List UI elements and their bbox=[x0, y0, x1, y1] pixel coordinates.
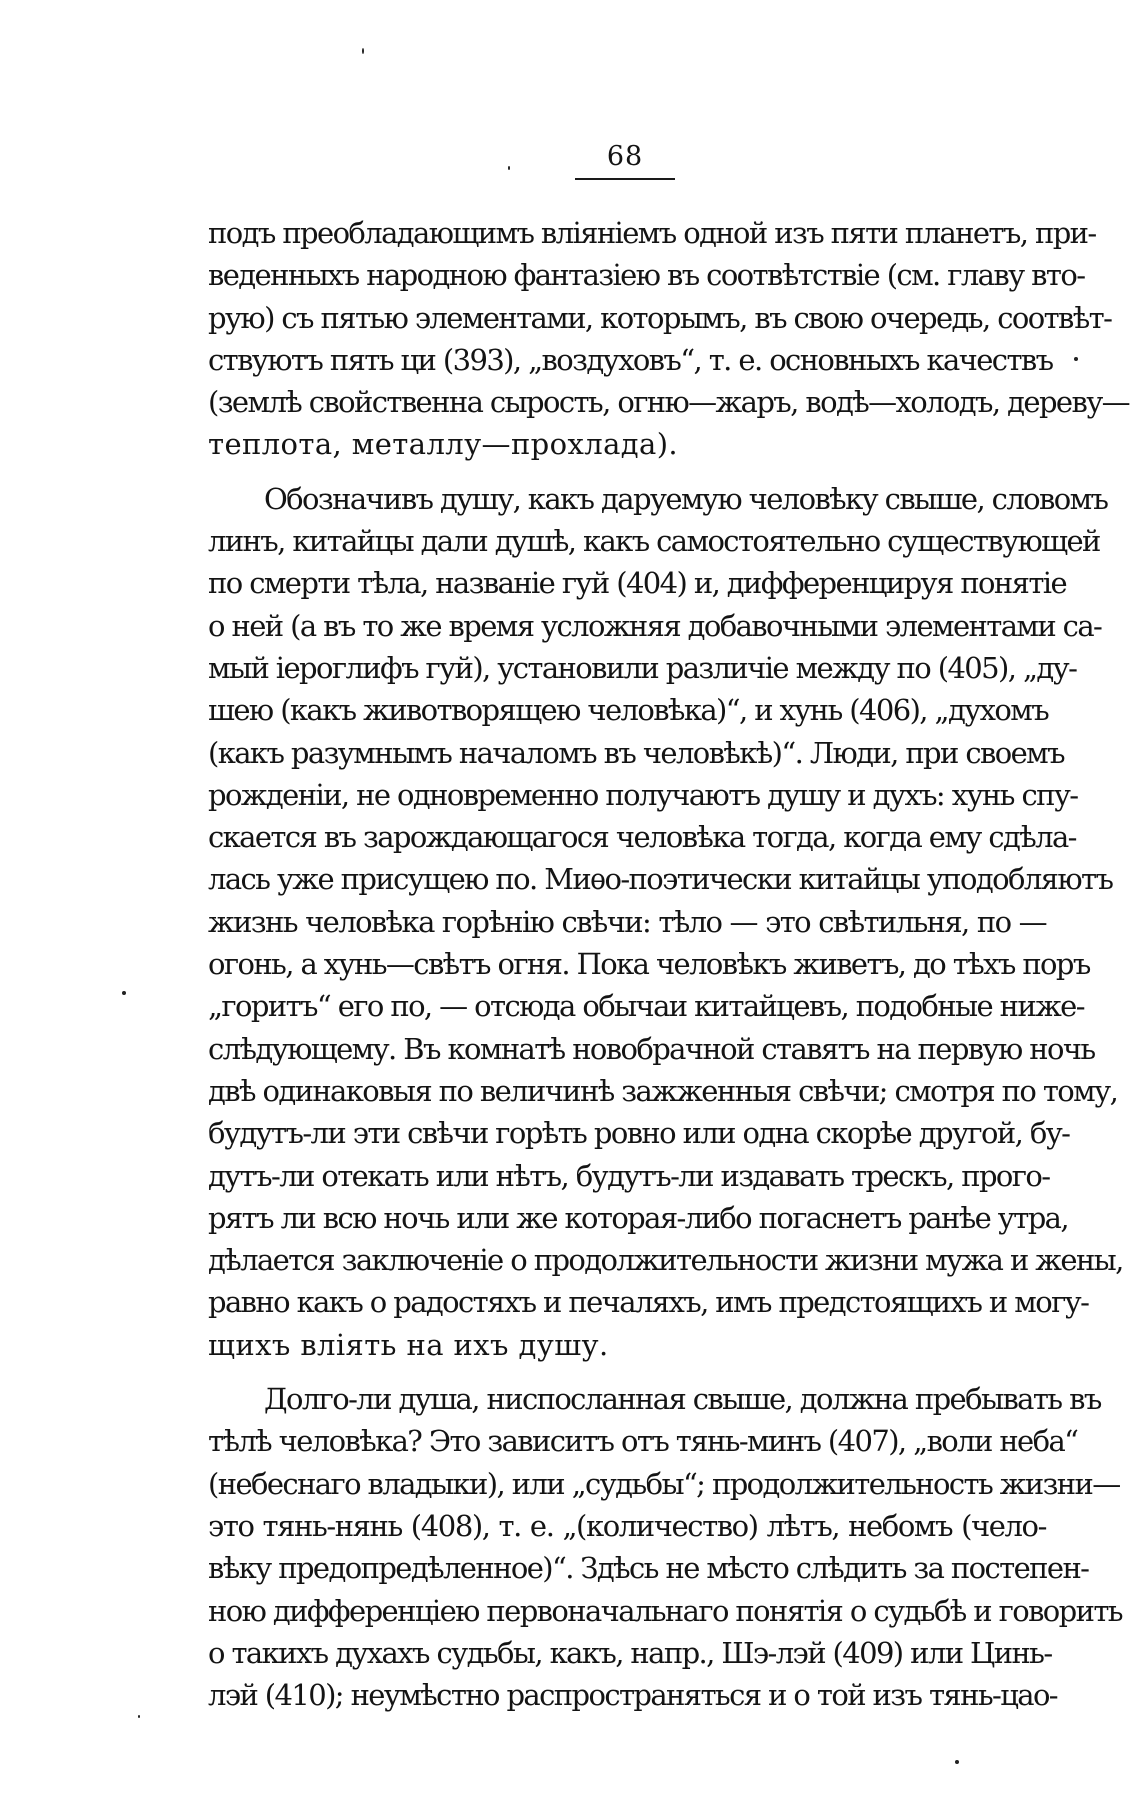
page-header bbox=[575, 140, 675, 180]
paragraph bbox=[208, 212, 1130, 466]
text-line: это тянь-нянь (408), т. е. „(количество) лѣтъ, небомъ (чело- bbox=[208, 1508, 1046, 1543]
text-line: слѣдующему. Въ комнатѣ новобрачной ставятъ на первую ночь bbox=[208, 1031, 1095, 1066]
text-line: лэй (410); неумѣстно распространяться и о той изъ тянь-цао- bbox=[208, 1678, 1058, 1713]
paragraph-gap bbox=[208, 1366, 1046, 1378]
text-line: веденныхъ народною фантазіею въ соотвѣтствіе (см. главу вто- bbox=[208, 258, 1085, 293]
text-line: огонь, а хунь—свѣтъ огня. Пока человѣкъ живетъ, до тѣхъ поръ bbox=[208, 947, 1090, 982]
text-line: щихъ вліять на ихъ душу. bbox=[208, 1327, 609, 1362]
text-line: ною дифференціею первоначальнаго понятія о судьбѣ и говорить bbox=[208, 1593, 1122, 1628]
text-line: рую) съ пятью элементами, которымъ, въ свою очередь, соотвѣт- bbox=[208, 300, 1112, 335]
header-rule bbox=[575, 178, 675, 180]
text-line: (землѣ свойственна сырость, огню—жаръ, водѣ—холодъ, дереву— bbox=[208, 385, 1130, 420]
text-line: вѣку предопредѣленное)“. Здѣсь не мѣсто слѣдить за постепен- bbox=[208, 1551, 1089, 1586]
body-text bbox=[208, 212, 1130, 1716]
text-line: (небеснаго владыки), или „судьбы“; продолжительность жизни— bbox=[208, 1466, 1120, 1501]
scan-speck bbox=[955, 1760, 959, 1764]
paragraph bbox=[208, 1378, 1122, 1716]
text-line: рятъ ли всю ночь или же которая-либо погаснетъ ранѣе утра, bbox=[208, 1200, 1068, 1235]
text-line: Долго-ли душа, ниспосланная свыше, должна пребывать въ bbox=[264, 1382, 1101, 1417]
scan-speck bbox=[138, 1715, 140, 1718]
scan-speck bbox=[1074, 357, 1078, 361]
text-line: о такихъ духахъ судьбы, какъ, напр., Шэ-лэй (409) или Цинь- bbox=[208, 1635, 1052, 1670]
text-line: лась уже присущею по. Миѳо-поэтически китайцы уподобляютъ bbox=[208, 862, 1113, 897]
text-line: скается въ зарождающагося человѣка тогда, когда ему сдѣла- bbox=[208, 820, 1076, 855]
text-line: жизнь человѣка горѣнію свѣчи: тѣло — это свѣтильня, по — bbox=[208, 904, 1046, 939]
text-line: подъ преобладающимъ вліяніемъ одной изъ пяти планетъ, при- bbox=[208, 216, 1096, 250]
scan-speck bbox=[362, 48, 364, 54]
text-line: тѣлѣ человѣка? Это зависитъ отъ тянь-минъ (407), „воли неба“ bbox=[208, 1424, 1078, 1459]
text-line: дѣлается заключеніе о продолжительности жизни мужа и жены, bbox=[208, 1243, 1123, 1278]
page-number: 68 bbox=[606, 141, 644, 172]
text-line: шею (какъ животворящею человѣка)“, и хунь (406), „духомъ bbox=[208, 693, 1049, 728]
text-line: равно какъ о радостяхъ и печаляхъ, имъ предстоящихъ и могу- bbox=[208, 1285, 1089, 1320]
text-line: рожденіи, не одновременно получаютъ душу и духъ: хунь спу- bbox=[208, 777, 1078, 812]
text-line: теплота, металлу—прохлада). bbox=[208, 427, 679, 462]
text-line: „горитъ“ его по, — отсюда обычаи китайцевъ, подобные ниже- bbox=[208, 989, 1084, 1024]
text-line: по смерти тѣла, названіе гуй (404) и, дифференцируя понятіе bbox=[208, 566, 1067, 601]
scan-speck bbox=[508, 166, 510, 170]
text-line: двѣ одинаковыя по величинѣ зажженныя свѣчи; смотря по тому, bbox=[208, 1073, 1118, 1108]
text-line: о ней (а въ то же время усложняя добавочными элементами са- bbox=[208, 608, 1102, 643]
scan-speck bbox=[122, 991, 126, 995]
text-line: линъ, китайцы дали душѣ, какъ самостоятельно существующей bbox=[208, 524, 1100, 559]
text-line: мый іероглифъ гуй), установили различіе между по (405), „ду- bbox=[208, 650, 1077, 685]
text-line: ствуютъ пять ци (393), „воздуховъ“, т. е. основныхъ качествъ bbox=[208, 342, 1053, 377]
text-line: Обозначивъ душу, какъ даруемую человѣку свыше, словомъ bbox=[264, 481, 1108, 516]
text-line: дутъ-ли отекать или нѣтъ, будутъ-ли издавать трескъ, прого- bbox=[208, 1158, 1050, 1193]
paragraph bbox=[208, 478, 1123, 1366]
paragraph-gap bbox=[208, 466, 1046, 478]
text-line: будутъ-ли эти свѣчи горѣть ровно или одна скорѣе другой, бу- bbox=[208, 1116, 1070, 1151]
text-line: (какъ разумнымъ началомъ въ человѣкѣ)“. Люди, при своемъ bbox=[208, 735, 1064, 770]
